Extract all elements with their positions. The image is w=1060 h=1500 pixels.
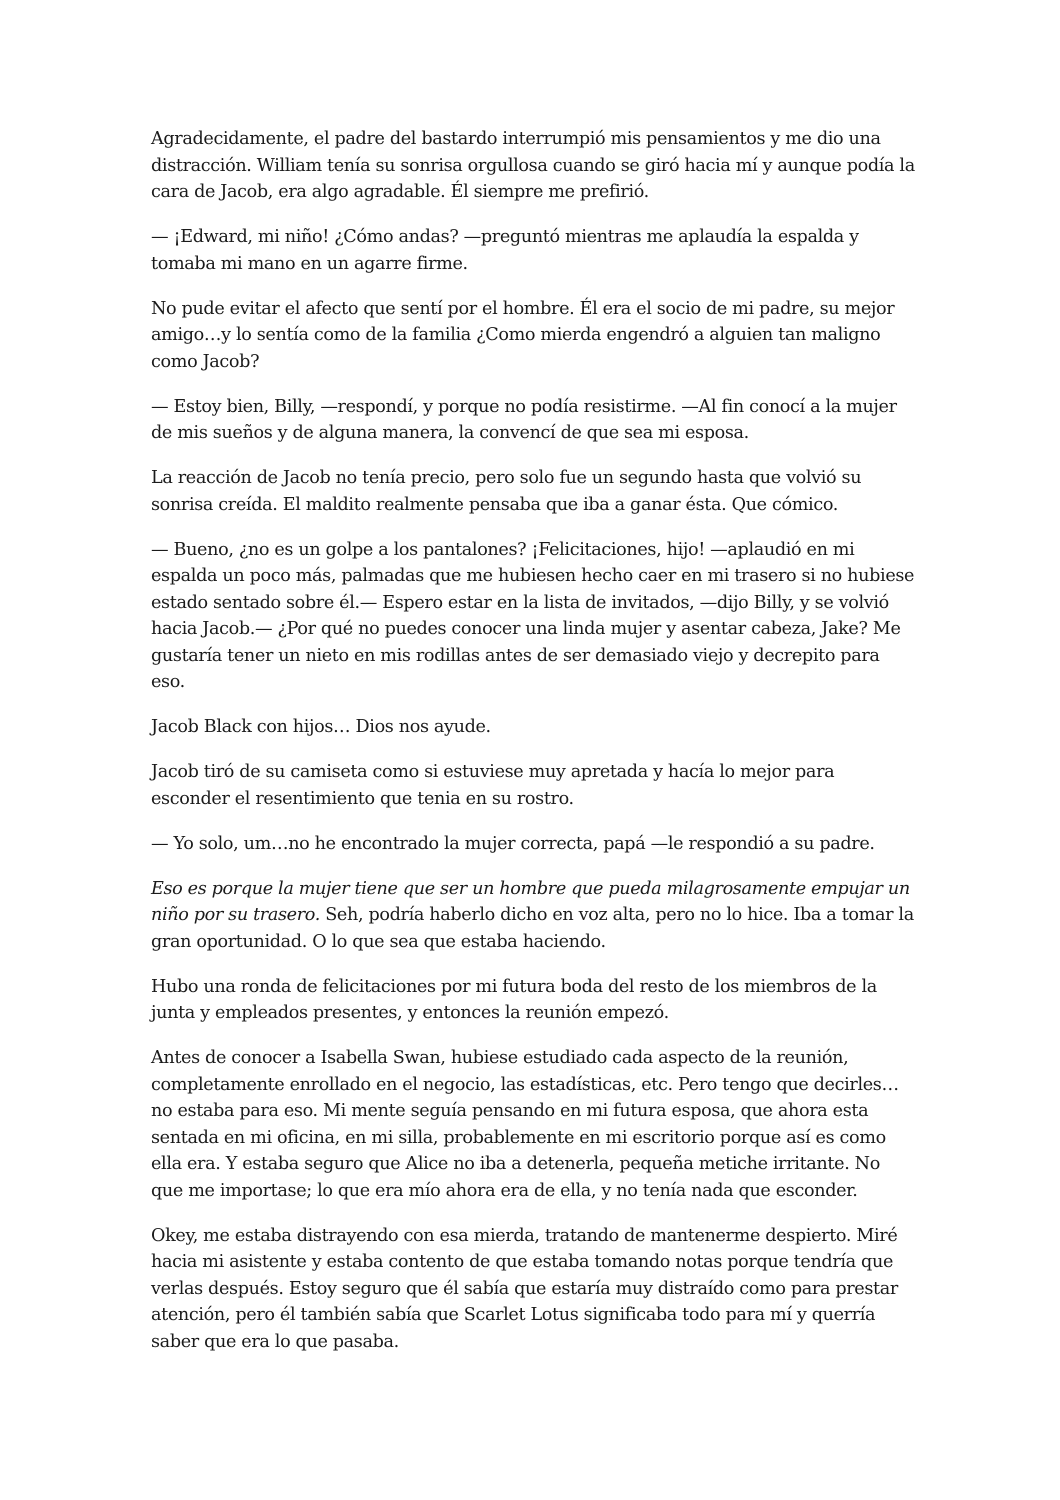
paragraph-12 [151,1045,916,1204]
paragraph-4 [151,394,916,447]
paragraph-text: Antes de conocer a Isabella Swan, hubiese estudiado cada aspecto de la reunión, completamente enrollado en el negocio, las estadísticas, etc. Pero tengo que decirles… no estaba para eso. Mi mente seguía pensando en mi futura esposa, que ahora esta sentada en mi oficina, en mi silla, probablemente en mi escritorio porque así es como ella era. Y estaba seguro que Alice no iba a detenerla, pequeña metiche irritante. No que me importase; lo que era mío ahora era de ella, y no tenía nada que esconder. [151,1048,899,1201]
paragraph-10 [151,876,916,956]
paragraph-text: Jacob tiró de su camiseta como si estuviese muy apretada y hacía lo mejor para esconder el resentimiento que tenia en su rostro. [151,762,835,809]
paragraph-6 [151,537,916,696]
paragraph-italic-text: Eso es porque la mujer tiene que ser un hombre que pueda milagrosamente empujar un niño por su trasero. [151,878,910,925]
paragraph-2 [151,224,916,277]
paragraph-3 [151,296,916,376]
body-text [151,126,916,1374]
paragraph-text: No pude evitar el afecto que sentí por el hombre. Él era el socio de mi padre, su mejor amigo…y lo sentía como de la familia ¿Como mierda engendró a alguien tan maligno como Jacob? [151,298,895,372]
paragraph-text: La reacción de Jacob no tenía precio, pero solo fue un segundo hasta que volvió su sonrisa creída. El maldito realmente pensaba que iba a ganar ésta. Que cómico. [151,468,862,515]
paragraph-5 [151,465,916,518]
paragraph-text: Okey, me estaba distrayendo con esa mierda, tratando de mantenerme despierto. Miré hacia mi asistente y estaba contento de que estaba tomando notas porque tendría que verlas después. Estoy seguro que él sabía que estaría muy distraído como para prestar atención, pero él también sabía que Scarlet Lotus significaba todo para mí y querría saber que era lo que pasaba. [151,1225,898,1352]
paragraph-text: — Yo solo, um…no he encontrado la mujer correcta, papá —le respondió a su padre. [151,833,875,854]
paragraph-7 [151,714,916,741]
paragraph-text: Hubo una ronda de felicitaciones por mi futura boda del resto de los miembros de la junta y empleados presentes, y entonces la reunión empezó. [151,976,877,1023]
paragraph-9 [151,831,916,858]
paragraph-8 [151,759,916,812]
paragraph-text: — Bueno, ¿no es un golpe a los pantalones? ¡Felicitaciones, hijo! —aplaudió en mi espalda un poco más, palmadas que me hubiesen hecho caer en mi trasero si no hubiese estado sentado sobre él.— Espero estar en la lista de invitados, —dijo Billy, y se volvió hacia Jacob.— ¿Por qué no puedes conocer una linda mujer y asentar cabeza, Jake? Me gustaría tener un nieto en mis rodillas antes de ser demasiado viejo y decrepito para eso. [151,539,915,692]
paragraph-11 [151,974,916,1027]
paragraph-1 [151,126,916,206]
paragraph-text: Jacob Black con hijos… Dios nos ayude. [151,717,491,737]
paragraph-text: Seh, podría haberlo dicho en voz alta, pero no lo hice. Iba a tomar la gran oportunidad. O lo que sea que estaba haciendo. [151,905,914,952]
paragraph-13 [151,1223,916,1356]
paragraph-text: Agradecidamente, el padre del bastardo interrumpió mis pensamientos y me dio una distracción. William tenía su sonrisa orgullosa cuando se giró hacia mí y aunque podía la cara de Jacob, era algo agradable. Él siempre me prefirió. [151,129,915,202]
paragraph-text: — ¡Edward, mi niño! ¿Cómo andas? —preguntó mientras me aplaudía la espalda y tomaba mi mano en un agarre firme. [151,227,859,274]
paragraph-text: — Estoy bien, Billy, —respondí, y porque no podía resistirme. —Al fin conocí a la mujer de mis sueños y de alguna manera, la convencí de que sea mi esposa. [151,396,897,443]
